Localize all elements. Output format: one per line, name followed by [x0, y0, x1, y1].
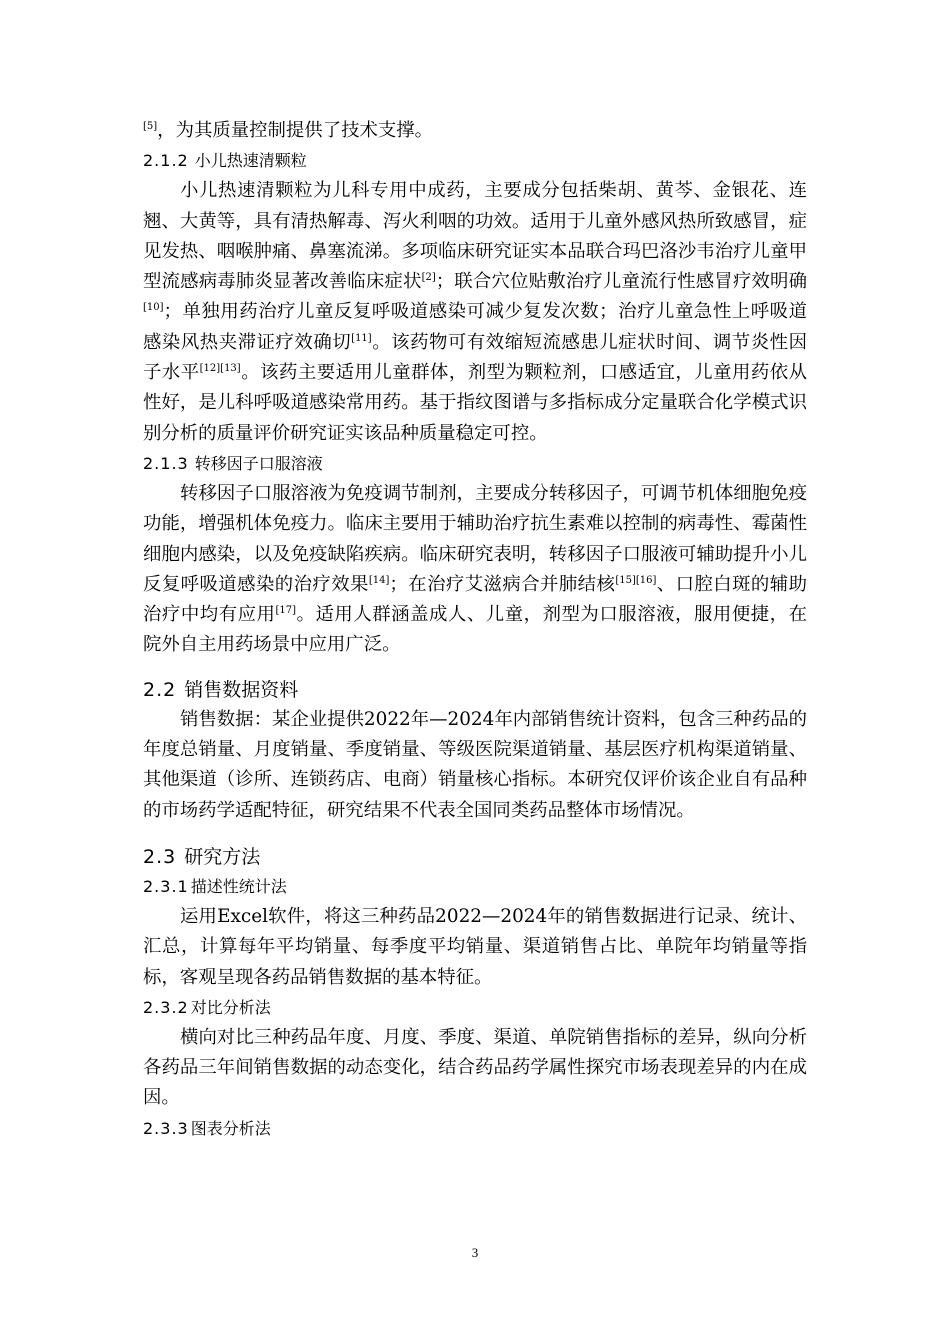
section-heading-2-3	[143, 842, 807, 872]
paragraph-text: ；单独用药治疗儿童反复呼吸道感染可减少复发次数；治疗儿童急性上呼吸道感染风热夹滞证疗效确切	[143, 301, 807, 353]
section-title: 小儿热速清颗粒	[194, 151, 307, 171]
section-title: 研究方法	[184, 845, 261, 868]
section-heading-2-1-2	[143, 146, 807, 176]
section-number: 2.2	[143, 678, 177, 701]
section-title: 描述性统计法	[190, 876, 287, 896]
paragraph-text: 。该药主要适用儿童群体，剂型为颗粒剂，口感适宜，儿童用药依从性好，是儿科呼吸道感染常用药。基于指纹图谱与多指标成分定量联合化学模式识别分析的质量评价研究证实该品种质量稳定可控。	[143, 362, 807, 444]
paragraph-text: 小儿热速清颗粒为儿科专用中成药，主要成分包括柴胡、黄芩、金银花、连翘、大黄等，具有清热解毒、泻火利咽的功效。适用于儿童外感风热所致感冒，症见发热、咽喉肿痛、鼻塞流涕。多项临床研究证实本品联合玛巴洛沙韦治疗儿童甲型流感病毒肺炎显著改善临床症状	[143, 180, 807, 293]
citation: [12][13]	[199, 362, 241, 374]
paragraph-text: 转移因子口服溶液为免疫调节制剂，主要成分转移因子，可调节机体细胞免疫功能，增强机体免疫力。临床主要用于辅助治疗抗生素难以控制的病毒性、霉菌性细胞内感染，以及免疫缺陷疾病。临床研究表明，转移因子口服液可辅助提升小儿反复呼吸道感染的治疗效果	[143, 482, 807, 595]
section-number: 2.3.2	[143, 997, 189, 1017]
paragraph-text: ，为其质量控制提供了技术支撑。	[157, 120, 434, 141]
paragraph-xiaoer-resuqing	[143, 176, 807, 449]
section-number: 2.1.3	[143, 453, 189, 473]
paragraph-text: ；在治疗艾滋病合并肺结核	[389, 573, 616, 595]
paragraph-continuation	[143, 116, 807, 146]
section-heading-2-2	[143, 675, 807, 705]
paragraph-sales-data: 销售数据：某企业提供2022年—2024年内部销售统计资料，包含三种药品的年度总销量、月度销量、季度销量、等级医院渠道销量、基层医疗机构渠道销量、其他渠道（诊所、连锁药店、电商）销量核心指标。本研究仅评价该企业自有品种的市场药学适配特征，研究结果不代表全国同类药品整体市场情况。	[143, 708, 807, 821]
section-number: 2.1.2	[143, 151, 189, 171]
paragraph-text: 、口腔白斑的辅助治疗中均有应用	[143, 573, 807, 626]
section-heading-2-3-3	[143, 1114, 807, 1144]
section-number: 2.3.3	[143, 1118, 189, 1138]
section-heading-2-1-3	[143, 449, 807, 479]
section-title: 对比分析法	[190, 997, 271, 1017]
section-title: 图表分析法	[190, 1118, 271, 1138]
section-number: 2.3	[143, 845, 177, 868]
paragraph-text: 。适用人群涵盖成人、儿童，剂型为口服溶液，服用便捷，在院外自主用药场景中应用广泛。	[143, 604, 807, 656]
section-heading-2-3-1	[143, 872, 807, 902]
citation: [2]	[421, 272, 436, 284]
paragraph-comparative-analysis: 横向对比三种药品年度、月度、季度、渠道、单院销售指标的差异，纵向分析各药品三年间销售数据的动态变化，结合药品药学属性探究市场表现差异的内在成因。	[143, 1026, 807, 1109]
citation: [10]	[143, 302, 164, 314]
citation: [15][16]	[615, 574, 657, 586]
section-title: 转移因子口服溶液	[194, 453, 323, 473]
page-number: 3	[471, 1245, 479, 1260]
citation: [14]	[368, 574, 390, 586]
paragraph-transfer-factor	[143, 479, 807, 661]
paragraph-descriptive-statistics: 运用Excel软件，将这三种药品2022—2024年的销售数据进行记录、统计、汇总，计算每年平均销量、每季度平均销量、渠道销售占比、单院年均销量等指标，客观呈现各药品销售数据的基本特征。	[143, 905, 807, 988]
section-number: 2.3.1	[143, 876, 189, 896]
section-heading-2-3-2	[143, 993, 807, 1023]
page-content	[143, 116, 807, 1144]
section-title: 销售数据资料	[184, 678, 299, 701]
paragraph-text: 。该药物可有效缩短流感患儿症状时间、调节炎性因子水平	[143, 331, 807, 384]
citation: [5]	[143, 120, 158, 132]
paragraph-text: ；联合穴位贴敷治疗儿童流行性感冒疗效明确	[435, 271, 807, 293]
citation: [11]	[351, 332, 372, 344]
citation: [17]	[275, 605, 297, 617]
